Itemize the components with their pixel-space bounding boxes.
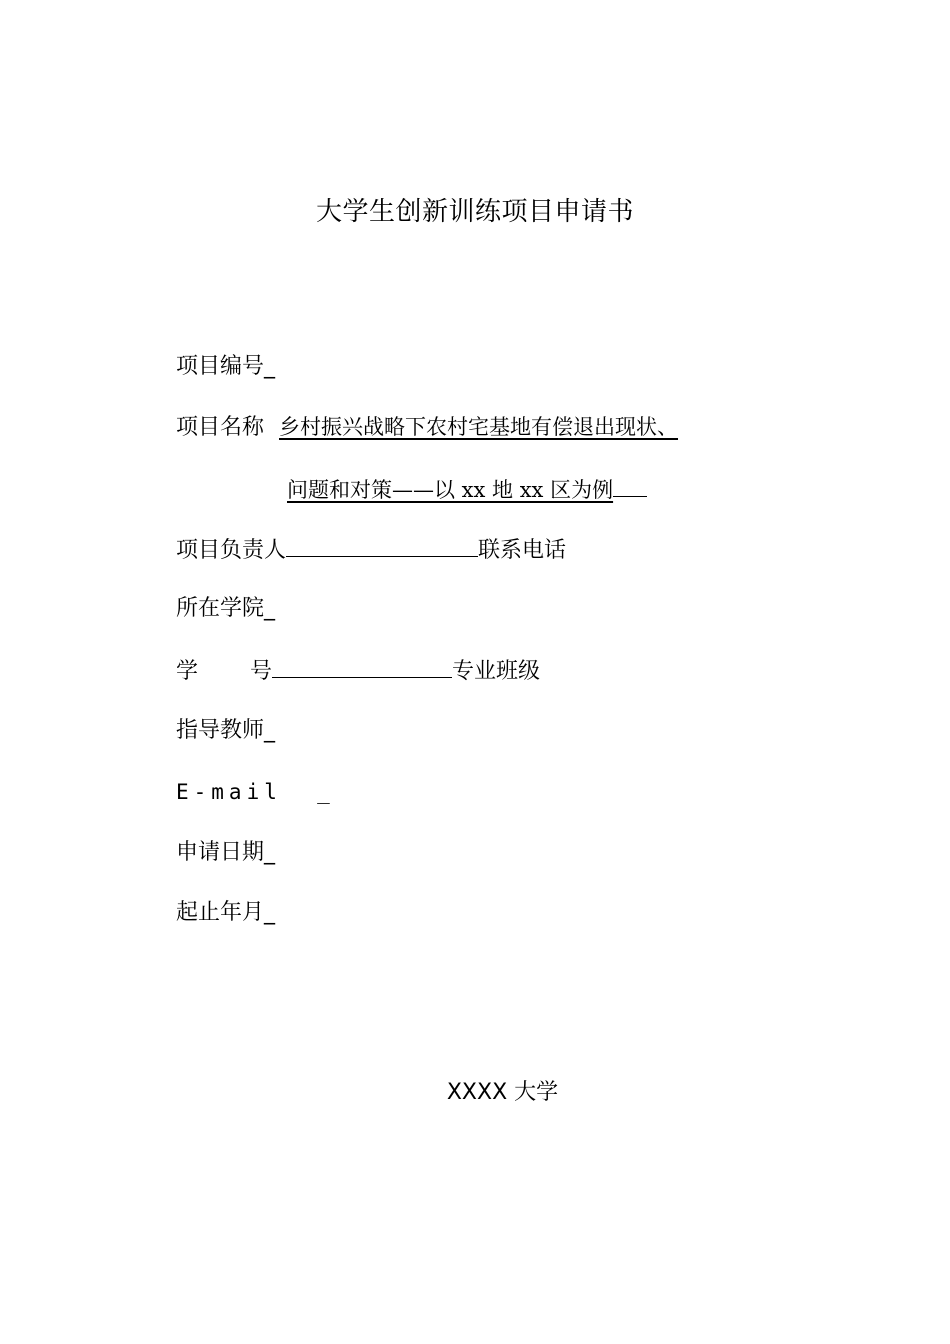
email-label: E-mail _ [176,780,335,804]
leader-blank [286,534,478,557]
leader-row [176,534,566,566]
university-name: XXXX 大学 [446,1080,559,1105]
student-id-label-b: 号 [250,659,273,684]
apply-date-label: 申请日期_ [176,840,276,865]
college-label: 所在学院_ [176,596,276,621]
project-name-value-line2: 问题和对策——以 xx 地 xx 区为例 [287,478,614,502]
period-row [176,898,275,928]
college-row [176,594,275,624]
student-id-blank [272,655,452,678]
apply-date-row [176,838,275,868]
advisor-row [176,716,275,746]
project-name-value-line1: 乡村振兴战略下农村宅基地有偿退出现状、 [279,415,679,439]
page-title: 大学生创新训练项目申请书 [315,197,634,227]
project-name-label: 项目名称 [176,415,265,440]
period-label: 起止年月_ [176,900,276,925]
major-class-label: 专业班级 [452,659,541,684]
student-id-row [176,655,540,687]
project-name-blank [613,474,647,497]
project-number-row [176,352,275,382]
phone-label: 联系电话 [478,538,567,563]
leader-label: 项目负责人 [176,538,287,563]
advisor-label: 指导教师_ [176,718,276,743]
project-name-continuation-row [287,474,647,506]
project-number-label: 项目编号_ [176,354,276,379]
email-row [176,777,335,807]
project-name-row [176,412,678,443]
student-id-label-a: 学 [176,659,199,684]
